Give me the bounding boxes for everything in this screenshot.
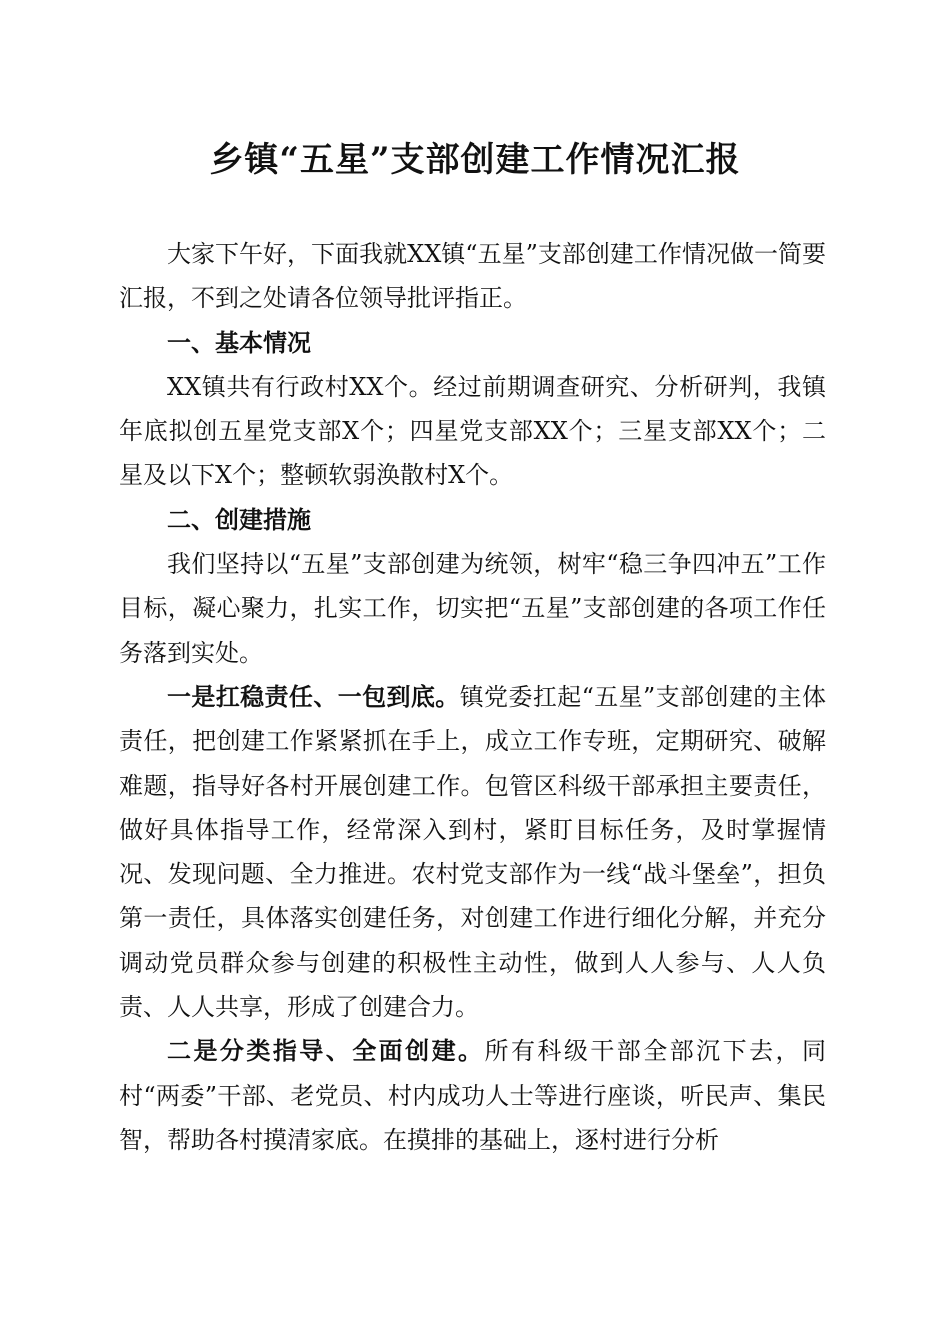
section-heading-basic: 一、基本情况 [167,328,311,357]
basic-situation-paragraph: XX镇共有行政村XX个。经过前期调查研究、分析研判，我镇年底拟创五星党支部X个；四星党支部XX个；三星支部XX个；二星及以下X个；整顿软弱涣散村X个。 [119,372,826,490]
document-title: 乡镇“五星”支部创建工作情况汇报 [209,140,741,180]
measure-item-2-text: 所有科级干部全部沉下去，同村“两委”干部、老党员、村内成功人士等进行座谈，听民声、集民智，帮助各村摸清家底。在摸排的基础上，逐村进行分析 [119,1037,826,1154]
measure-item-1-text: 镇党委扛起“五星”支部创建的主体责任，把创建工作紧紧抓在手上，成立工作专班，定期研究、破解难题，指导好各村开展创建工作。包管区科级干部承担主要责任，做好具体指导工作，经常深入到村，紧盯目标任务，及时掌握情况、发现问题、全力推进。农村党支部作为一线“战斗堡垒”，担负第一责任，具体落实创建任务，对创建工作进行细化分解，并充分调动党员群众参与创建的积极性主动性，做到人人参与、人人负责、人人共享，形成了创建合力。 [119,682,827,1022]
measure-item-1-lead: 一是扛稳责任、一包到底。 [167,682,460,711]
measure-item-2 [119,1029,826,1162]
section-heading-measures: 二、创建措施 [167,505,311,534]
intro-paragraph: 大家下午好，下面我就XX镇“五星”支部创建工作情况做一简要汇报，不到之处请各位领导批评指正。 [119,240,826,313]
measures-paragraph: 我们坚持以“五星”支部创建为统领，树牢“稳三争四冲五”工作目标，凝心聚力，扎实工作，切实把“五星”支部创建的各项工作任务落到实处。 [119,550,826,667]
measure-item-2-lead: 二是分类指导、全面创建。 [167,1037,485,1066]
document-body [119,232,826,1162]
measure-item-1 [119,675,826,1029]
